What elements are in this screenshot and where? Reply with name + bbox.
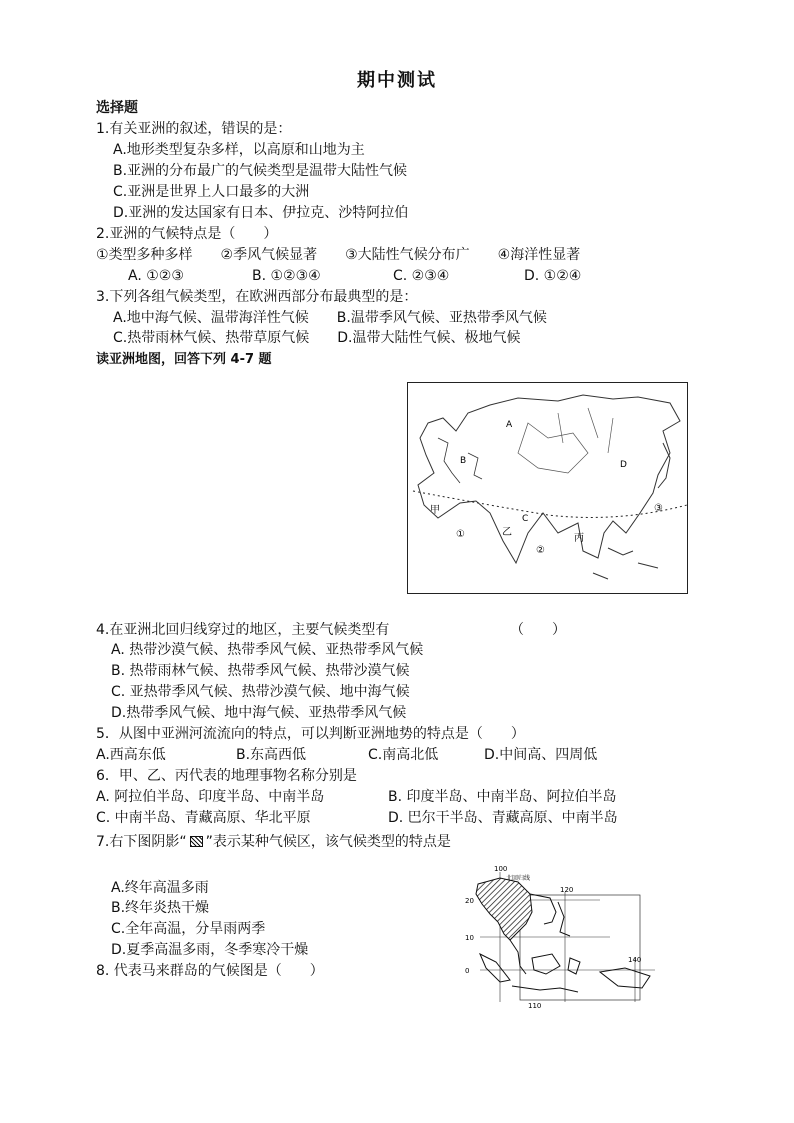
question-4-option-b: B. 热带雨林气候、热带季风气候、热带沙漠气候 — [111, 663, 410, 679]
question-7-option-d: D.夏季高温多雨，冬季寒冷干燥 — [111, 942, 309, 958]
question-5-option-d: D.中间高、四周低 — [484, 747, 598, 763]
question-4-option-d: D.热带季风气候、地中海气候、亚热带季风气候 — [111, 705, 407, 721]
map-label-yi: 乙 — [502, 527, 512, 538]
question-1-option-d: D.亚洲的发达国家有日本、伊拉克、沙特阿拉伯 — [113, 205, 409, 221]
question-5-stem: 5．从图中亚洲河流流向的特点，可以判断亚洲地势的特点是（ ） — [96, 726, 525, 742]
question-3-stem: 3.下列各组气候类型，在欧洲西部分布最典型的是： — [96, 289, 418, 305]
asia-map-drawing — [408, 383, 687, 593]
question-7-stem-end: ”表示某种气候区，该气候类型的特点是 — [205, 834, 451, 850]
question-5-option-a: A.西高东低 — [96, 747, 166, 763]
question-3-options-ab: A.地中海气候、温带海洋性气候 B.温带季风气候、亚热带季风气候 — [113, 310, 547, 326]
question-1-option-b: B.亚洲的分布最广的气候类型是温带大陆性气候 — [113, 163, 408, 179]
small-map-label-120: 120 — [560, 886, 574, 894]
question-1-option-a: A.地形类型复杂多样，以高原和山地为主 — [113, 142, 365, 158]
map-label-b: B — [460, 456, 467, 466]
question-5-option-c: C.南高北低 — [368, 747, 439, 763]
map-label-jia: 甲 — [430, 505, 440, 516]
question-2-option-a: A. ①②③ — [128, 268, 184, 284]
map-label-d: D — [620, 460, 627, 470]
question-2-option-d: D. ①②④ — [524, 268, 582, 284]
question-2-option-c: C. ②③④ — [393, 268, 450, 284]
question-6-option-b: B. 印度半岛、中南半岛、阿拉伯半岛 — [388, 789, 617, 805]
question-8-stem: 8. 代表马来群岛的气候图是（ ） — [96, 963, 324, 979]
small-map-label-100: 100 — [494, 865, 508, 873]
question-7-option-b: B.终年炎热干燥 — [111, 900, 210, 916]
small-map-label-20: 20 — [465, 897, 474, 905]
question-2-stem: 2.亚洲的气候特点是（ ） — [96, 226, 278, 242]
question-2-items: ①类型多种多样 ②季风气候显著 ③大陆性气候分布广 ④海洋性显著 — [96, 247, 581, 263]
question-6-option-a: A. 阿拉伯半岛、印度半岛、中南半岛 — [96, 789, 325, 805]
map-label-a: A — [506, 420, 513, 430]
question-7-stem-start: 7.右下图阴影“ — [96, 834, 187, 850]
section-heading: 选择题 — [96, 100, 138, 116]
question-6-option-c: C. 中南半岛、青藏高原、华北平原 — [96, 810, 311, 826]
question-1-stem: 1.有关亚洲的叙述，错误的是： — [96, 121, 292, 137]
question-1-option-c: C.亚洲是世界上人口最多的大洲 — [113, 184, 310, 200]
question-2-option-b: B. ①②③④ — [252, 268, 321, 284]
map-label-bing: 丙 — [574, 533, 584, 544]
page-title: 期中测试 — [357, 70, 437, 91]
question-4-stem: 4.在亚洲北回归线穿过的地区，主要气候类型有 — [96, 622, 390, 638]
small-map-label-110: 110 — [528, 1002, 542, 1010]
question-7-option-a: A.终年高温多雨 — [111, 880, 209, 896]
map-label-circle-2: ② — [536, 545, 545, 556]
question-6-stem: 6．甲、乙、丙代表的地理事物名称分别是 — [96, 768, 357, 784]
asia-map — [407, 382, 688, 594]
map-label-circle-1: ① — [456, 529, 465, 540]
small-map-label-tropic: 北回归线 — [506, 875, 531, 882]
map-intro: 读亚洲地图，回答下列 4-7 题 — [96, 352, 272, 367]
question-4-option-c: C. 亚热带季风气候、热带沙漠气候、地中海气候 — [111, 684, 410, 700]
southeast-asia-map — [460, 862, 665, 1010]
small-map-label-0: 0 — [465, 967, 470, 975]
hatched-legend-icon — [190, 836, 203, 847]
small-map-label-140: 140 — [628, 956, 642, 964]
question-7-option-c: C.全年高温，分旱雨两季 — [111, 921, 266, 937]
southeast-asia-map-drawing — [460, 862, 665, 1010]
small-map-label-10: 10 — [465, 934, 474, 942]
question-6-option-d: D. 巴尔干半岛、青藏高原、中南半岛 — [388, 810, 618, 826]
question-7-stem — [96, 832, 451, 852]
map-label-c: C — [522, 514, 529, 524]
question-5-option-b: B.东高西低 — [236, 747, 307, 763]
map-label-circle-3: ③ — [654, 503, 663, 514]
question-4-answer-paren: （ ） — [510, 622, 566, 638]
question-4-option-a: A. 热带沙漠气候、热带季风气候、亚热带季风气候 — [111, 642, 424, 658]
question-3-options-cd: C.热带雨林气候、热带草原气候 D.温带大陆性气候、极地气候 — [113, 330, 521, 346]
